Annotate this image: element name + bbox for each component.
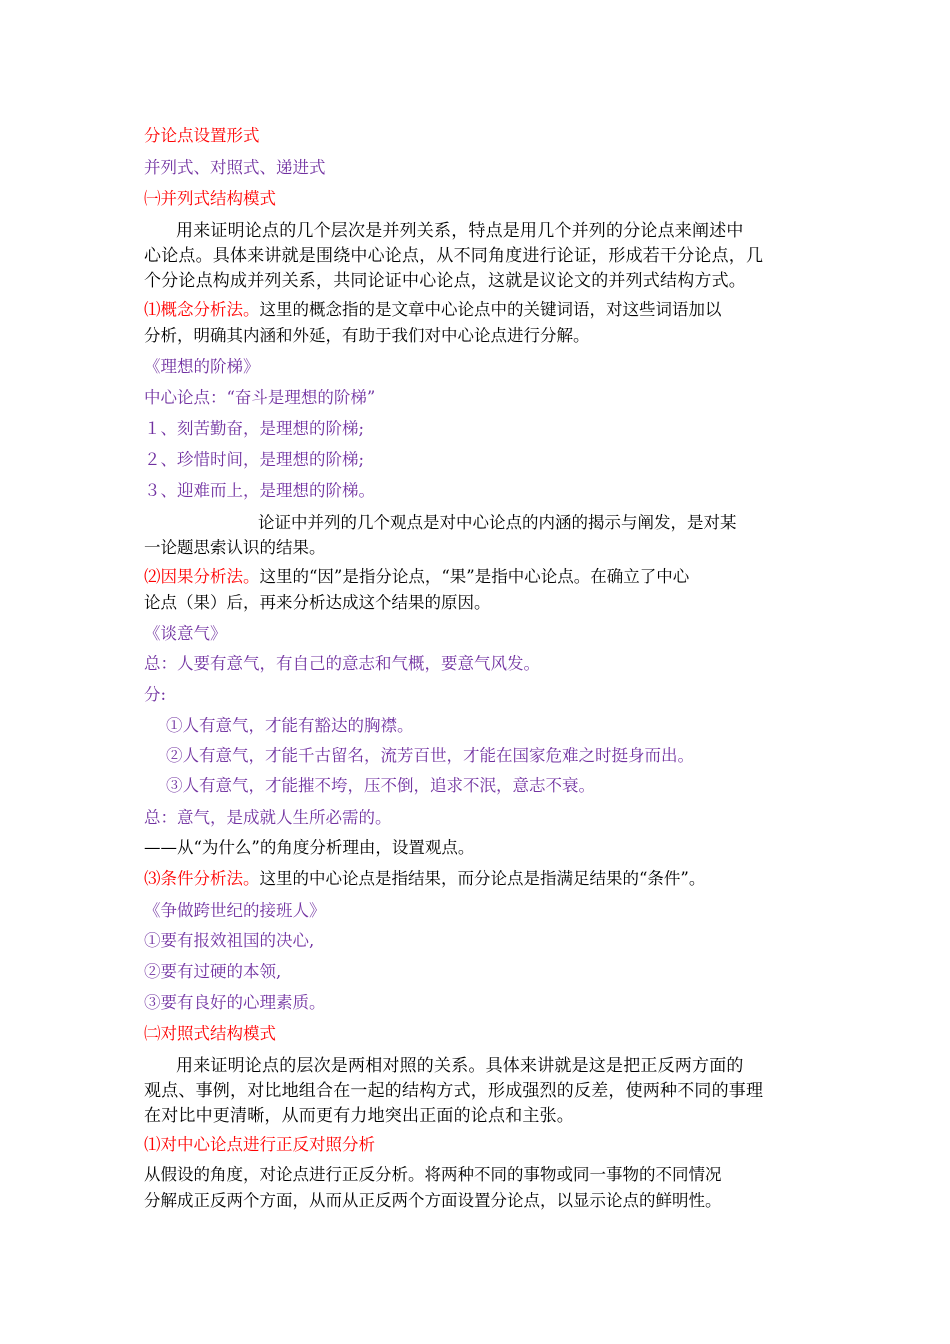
book-title: 《谈意气》 [144,624,227,643]
summary-line: 论证中并列的几个观点是对中心论点的内涵的揭示与阐发，是对某 [258,513,737,532]
method-concept-line [144,298,722,322]
section-title-contrast: ㈡对照式结构模式 [144,1024,276,1043]
list-item: ③要有良好的心理素质。 [144,993,326,1012]
list-item: ①人有意气，才能有豁达的胸襟。 [166,716,414,735]
list-item: ②人有意气，才能千古留名，流芳百世，才能在国家危难之时挺身而出。 [166,746,694,765]
total-statement: 总：意气，是成就人生所必需的。 [144,808,392,827]
method-condition-line [144,867,705,891]
method-text: 这里的“因”是指分论点，“果”是指中心论点。在确立了中心 [259,567,690,586]
summary-line: 一论题思索认识的结果。 [144,538,326,557]
method-text: 这里的中心论点是指结果，而分论点是指满足结果的“条件”。 [259,869,706,888]
list-item: ①要有报效祖国的决心, [144,931,315,950]
list-item: ２、珍惜时间，是理想的阶梯; [144,450,365,469]
paragraph-line: 心论点。具体来讲就是围绕中心论点，从不同角度进行论证，形成若干分论点，几 [144,246,764,266]
method-label: ⑴概念分析法。 [144,300,260,319]
method-label: ⑶条件分析法。 [144,869,260,888]
method-text: 这里的概念指的是文章中心论点中的关键词语，对这些词语加以 [259,300,722,319]
center-thesis: 中心论点：“奋斗是理想的阶梯” [144,388,376,407]
list-item: １、刻苦勤奋，是理想的阶梯; [144,419,365,438]
paragraph-line: 用来证明论点的几个层次是并列关系，特点是用几个并列的分论点来阐述中 [176,221,744,241]
heading-subpoint-forms: 分论点设置形式 [144,126,260,145]
method-label: ⑴对中心论点进行正反对照分析 [144,1135,375,1154]
book-title: 《争做跨世纪的接班人》 [144,901,326,920]
method-text-line: 分析，明确其内涵和外延，有助于我们对中心论点进行分解。 [144,326,590,345]
book-title: 《理想的阶梯》 [144,357,260,376]
sub-label: 分: [144,685,167,704]
paragraph-line: 个分论点构成并列关系，共同论证中心论点，这就是议论文的并列式结构方式。 [144,271,746,291]
paragraph-line: 观点、事例，对比地组合在一起的结构方式，形成强烈的反差，使两种不同的事理 [144,1081,764,1101]
list-item: ②要有过硬的本领, [144,962,282,981]
list-item: ③人有意气，才能摧不垮，压不倒，追求不泯，意志不衰。 [166,776,595,795]
section-title-parallel: ㈠并列式结构模式 [144,189,276,208]
method-text-line: 论点（果）后，再来分析达成这个结果的原因。 [144,593,491,612]
method-text-line: 分解成正反两个方面，从而从正反两个方面设置分论点，以显示论点的鲜明性。 [144,1191,722,1210]
total-statement: 总：人要有意气，有自己的意志和气概，要意气风发。 [144,654,540,673]
method-cause-line [144,565,689,589]
heading-three-forms: 并列式、对照式、递进式 [144,158,326,177]
method-label: ⑵因果分析法。 [144,567,260,586]
note-line: ——从“为什么”的角度分析理由，设置观点。 [144,838,475,857]
method-text-line: 从假设的角度，对论点进行正反分析。将两种不同的事物或同一事物的不同情况 [144,1165,722,1184]
paragraph-line: 用来证明论点的层次是两相对照的关系。具体来讲就是这是把正反两方面的 [176,1056,744,1076]
paragraph-line: 在对比中更清晰，从而更有力地突出正面的论点和主张。 [144,1106,574,1126]
list-item: ３、迎难而上，是理想的阶梯。 [144,481,375,500]
